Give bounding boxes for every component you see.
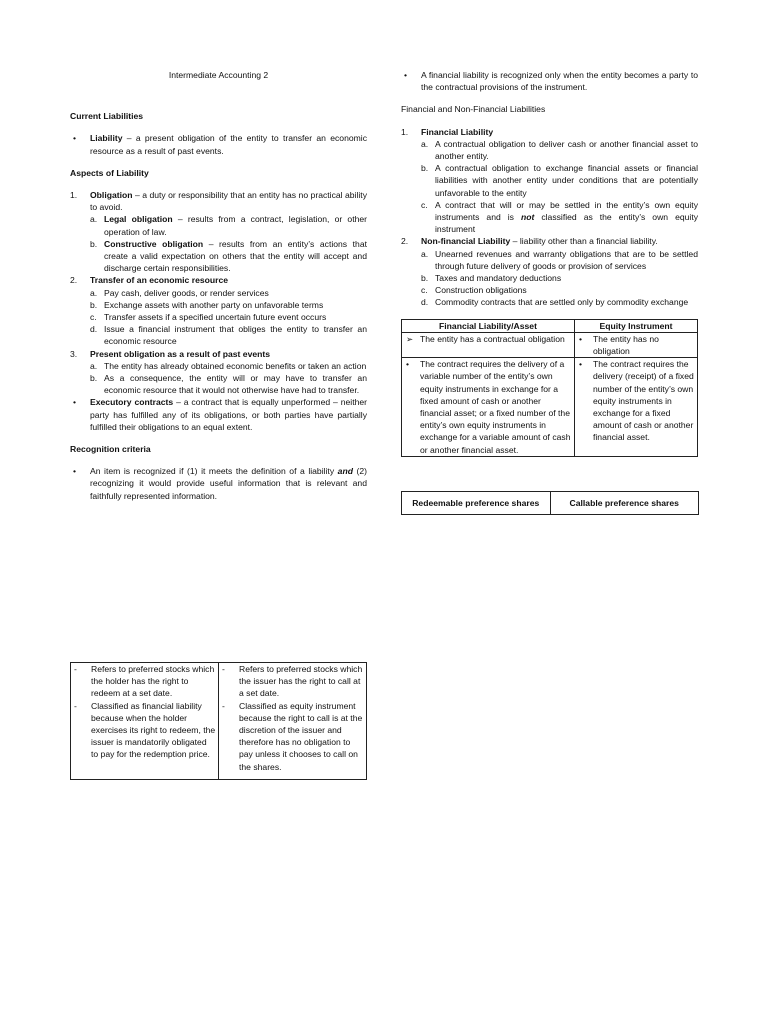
fin-c-pre: A contract that will or may be settled in the entity’s own equity instruments and is bbox=[435, 199, 698, 223]
item-number: 2. bbox=[401, 236, 409, 247]
bullet-icon: • bbox=[404, 70, 408, 80]
sub-text: A contractual obligation to exchange financial assets or financial liabilities with another entity under conditions that are potentially unfavorable to the entity bbox=[435, 163, 698, 198]
recognition-and: and bbox=[337, 466, 353, 477]
sub-mark: b. bbox=[421, 273, 429, 284]
aspect-def: – a duty or responsibility that an entity has no practical ability to avoid. bbox=[90, 190, 367, 213]
sub-text: Pay cash, deliver goods, or render services bbox=[104, 287, 269, 298]
list-item bbox=[221, 663, 364, 700]
right-column bbox=[401, 69, 698, 457]
executory-def: – a contract that is equally unperformed – neither party has fulfilled any of its obligations, or both parties have partially fulfilled their obligations to an equal extent. bbox=[90, 397, 367, 432]
sub-term: Constructive obligation bbox=[104, 238, 204, 249]
sub-text: Construction obligations bbox=[435, 285, 527, 296]
sub-mark: a. bbox=[90, 360, 98, 371]
list-item bbox=[73, 700, 216, 761]
aspect-2b bbox=[90, 299, 367, 311]
aspect-2a bbox=[90, 287, 367, 299]
non-financial-liability-item bbox=[401, 235, 698, 247]
sub-mark: b. bbox=[90, 238, 98, 249]
left-column bbox=[70, 69, 367, 512]
sub-text: Taxes and mandatory deductions bbox=[435, 273, 562, 284]
aspect-3b bbox=[90, 372, 367, 396]
cell-text: The contract requires the delivery of a variable number of the entity’s own equity instruments in exchange for a fixed amount of cash or another financial asset; or a fixed number of the entity’s own equity instruments in exchange for a variable amount of cash or another financial asset. bbox=[420, 359, 571, 455]
dash-marker: - bbox=[222, 664, 225, 674]
sub-text: Exchange assets with another party on unfavorable terms bbox=[104, 299, 324, 310]
callable-cell bbox=[219, 663, 367, 780]
sub-mark: b. bbox=[421, 163, 429, 174]
cell-text: The contract requires the delivery (receipt) of a fixed number of the entity’s own equity instruments in exchange for a fixed amount of cash or another financial asset. bbox=[593, 359, 694, 443]
table-header-cell: Financial Liability/Asset bbox=[402, 319, 575, 332]
list-item bbox=[73, 663, 216, 700]
preference-shares-body-table bbox=[70, 662, 367, 780]
bullet-icon: • bbox=[73, 133, 77, 144]
recognition-heading: Recognition criteria bbox=[70, 444, 151, 455]
nonfin-term: Non-financial Liability bbox=[421, 236, 511, 247]
sub-mark: d. bbox=[90, 324, 98, 335]
sub-text: A contractual obligation to deliver cash or another financial asset to another entity. bbox=[435, 138, 698, 162]
dash-marker: - bbox=[222, 700, 225, 711]
arrow-bullet-icon: ➢ bbox=[406, 333, 414, 344]
sub-mark: a. bbox=[421, 248, 429, 259]
fin-c bbox=[421, 199, 698, 236]
sub-text: Transfer assets if a specified uncertain future event occurs bbox=[104, 312, 327, 323]
sub-text: Unearned revenues and warranty obligations that are to be settled through future delivery of goods or provision of services bbox=[435, 248, 698, 271]
nonfin-b bbox=[421, 272, 698, 284]
redeemable-header: Redeemable preference shares bbox=[402, 492, 551, 515]
aspect-item-3 bbox=[70, 348, 367, 360]
aspect-1a bbox=[90, 213, 367, 237]
aspect-number: 3. bbox=[70, 348, 78, 359]
cell-text: The entity has no obligation bbox=[593, 333, 659, 357]
sub-def: – results from an entity’s actions that create a valid expectation on others that the entity will accept and discharge certain responsibilities. bbox=[104, 238, 367, 274]
dash-marker: - bbox=[74, 664, 77, 674]
bullet-icon: • bbox=[579, 333, 583, 344]
recognition-note-text: A financial liability is recognized only when the entity becomes a party to the contractual provisions of the instrument. bbox=[421, 70, 698, 93]
bullet-icon: • bbox=[406, 359, 410, 370]
cell-text: Refers to preferred stocks which the holder has the right to redeem at a set date. bbox=[91, 664, 215, 699]
fin-b bbox=[421, 162, 698, 199]
course-title: Intermediate Accounting 2 bbox=[168, 70, 269, 80]
bullet-icon: • bbox=[73, 466, 77, 477]
sub-term: Legal obligation bbox=[104, 214, 173, 225]
table-header-row bbox=[402, 319, 698, 332]
liability-definition bbox=[70, 132, 367, 156]
sub-mark: b. bbox=[90, 373, 98, 384]
nonfin-d bbox=[421, 296, 698, 308]
bullet-icon: • bbox=[73, 397, 77, 408]
table-row bbox=[402, 358, 698, 457]
fin-c-not: not bbox=[520, 212, 535, 223]
table-header-row bbox=[402, 492, 699, 515]
recognition-pre: An item is recognized if (1) it meets the definition of a liability bbox=[90, 466, 338, 477]
cell-text: The entity has a contractual obligation bbox=[420, 333, 565, 344]
nonfin-a bbox=[421, 248, 698, 272]
aspect-number: 1. bbox=[70, 190, 78, 201]
cell-text: Classified as equity instrument because the right to call is at the discretion of the issuer and therefore has no obligation to pay unless it chooses to call on the shares. bbox=[239, 700, 363, 772]
sub-def: – results from a contract, legislation, or other operation of law. bbox=[104, 214, 367, 237]
sub-mark: b. bbox=[90, 299, 98, 310]
dash-marker: - bbox=[74, 700, 77, 711]
current-liabilities-heading: Current Liabilities bbox=[70, 111, 144, 122]
sub-mark: a. bbox=[90, 287, 98, 298]
cell-text: Refers to preferred stocks which the issuer has the right to call at a set date. bbox=[239, 664, 363, 699]
table-row bbox=[402, 332, 698, 357]
nonfin-c bbox=[421, 284, 698, 296]
table-cell bbox=[575, 332, 698, 357]
sub-text: The entity has already obtained economic benefits or taken an action bbox=[104, 360, 367, 371]
financial-vs-equity-table bbox=[401, 319, 698, 457]
sub-mark: d. bbox=[421, 297, 429, 308]
list-item bbox=[221, 700, 364, 773]
aspect-item-1 bbox=[70, 189, 367, 213]
fin-term: Financial Liability bbox=[421, 126, 494, 137]
aspect-item-2 bbox=[70, 274, 367, 286]
liability-def: – a present obligation of the entity to transfer an economic resource as a result of past events. bbox=[90, 133, 367, 156]
aspect-1b bbox=[90, 238, 367, 275]
table-row bbox=[71, 663, 367, 780]
table-cell bbox=[575, 358, 698, 457]
recognition-criteria bbox=[70, 465, 367, 502]
fin-a bbox=[421, 138, 698, 162]
item-number: 1. bbox=[401, 126, 409, 137]
aspect-term: Transfer of an economic resource bbox=[90, 275, 229, 286]
preference-shares-header-table bbox=[401, 491, 699, 515]
sub-mark: c. bbox=[421, 199, 428, 210]
table-cell bbox=[402, 332, 575, 357]
table-header-cell: Equity Instrument bbox=[575, 319, 698, 332]
recognition-post: (2) recognizing it would provide useful information that is relevant and faithfully represented information. bbox=[90, 466, 368, 501]
redeemable-cell bbox=[71, 663, 219, 780]
executory-term: Executory contracts bbox=[90, 397, 174, 408]
callable-header: Callable preference shares bbox=[550, 492, 699, 515]
aspects-heading: Aspects of Liability bbox=[70, 167, 149, 178]
aspect-2c bbox=[90, 311, 367, 323]
nonfin-def: – liability other than a financial liability. bbox=[510, 236, 658, 247]
table-cell bbox=[402, 358, 575, 457]
bullet-icon: • bbox=[579, 359, 583, 370]
aspect-2d bbox=[90, 323, 367, 347]
sub-mark: c. bbox=[90, 312, 97, 323]
sub-text: As a consequence, the entity will or may have to transfer an economic resource that it would not otherwise have had to transfer. bbox=[104, 373, 367, 396]
sub-mark: a. bbox=[421, 138, 429, 149]
executory-contracts bbox=[70, 396, 367, 433]
sub-text: Commodity contracts that are settled only by commodity exchange bbox=[435, 297, 689, 308]
sub-mark: c. bbox=[421, 285, 428, 296]
cell-text: Classified as financial liability because when the holder exercises its right to redeem, the issuer is mandatorily obligated to pay for the redemption price. bbox=[91, 700, 216, 760]
liability-term: Liability bbox=[90, 133, 123, 144]
financial-liability-item bbox=[401, 126, 698, 138]
sub-text: Issue a financial instrument that obliges the entity to transfer an economic resource bbox=[104, 324, 367, 347]
aspect-number: 2. bbox=[70, 275, 78, 286]
fin-c-post: classified as the entity’s own equity instrument bbox=[435, 212, 699, 235]
recognition-note bbox=[401, 69, 698, 93]
aspect-term: Obligation bbox=[90, 190, 133, 201]
aspect-term: Present obligation as a result of past events bbox=[90, 348, 271, 359]
sub-mark: a. bbox=[90, 214, 98, 225]
aspect-3a bbox=[90, 360, 367, 372]
fin-nonfin-heading: Financial and Non-Financial Liabilities bbox=[401, 104, 546, 115]
